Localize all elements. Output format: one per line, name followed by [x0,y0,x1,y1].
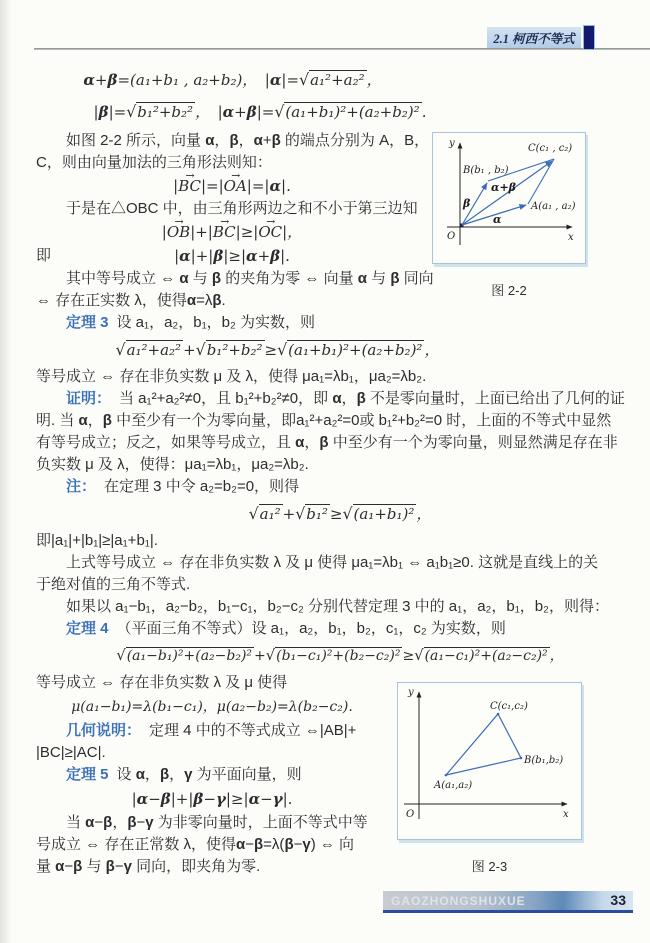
line-text: ⇔ 存在正实数 λ，使得α=λβ. [36,292,226,309]
triangle-ABC [446,714,521,775]
line-text: 量 α−β 与 β−γ 同向，即夹角为零. [36,858,261,875]
line-text: μ(a₁−b₁)=λ(b₁−c₁)，μ(a₂−b₂)=λ(b₂−c₂). [71,699,353,715]
figure-2-2-caption: 图 2-2 [491,283,527,298]
keyword-label: 定理 5 [66,766,109,783]
text-line [36,742,388,764]
line-text: 负实数 μ 及 λ，使得：μa₁=λb₁，μa₂=λb₂. [36,456,309,473]
line-text: （平面三角不等式）设 a₁，a₂，b₁，b₂，c₁，c₂ 为实数，则 [116,620,506,637]
formula-line [36,640,644,672]
line-text: 当 α−β，β−γ 为非零向量时，上面不等式中等 [66,814,368,831]
intro-formulas [36,64,644,128]
line-text: |α−β|+|β−γ|≥|α−γ|. [131,790,293,808]
y-axis-label: y [449,138,455,149]
line-text: 设 a₁，a₂，b₁，b₂ 为实数，则 [116,314,315,331]
line-text: 即|a₁|+|b₁|≥|a₁+b₁|. [36,532,158,549]
formula-line [36,334,644,366]
text-line [36,856,388,878]
y-axis-label: y [408,687,414,698]
text-line [36,454,644,476]
footer-bar [383,891,633,913]
line-text: |BC|≥|AC|. [36,744,106,761]
page-spine-shading [0,0,12,943]
keyword-label: 定理 4 [66,620,109,637]
line-text: 号成立 ⇔ 存在正常数 λ，使得α−β=λ(β−γ) ⇔ 向 [36,836,355,853]
formula-line [36,786,388,812]
section-title: 2.1 柯西不等式 [493,31,575,46]
text-line [36,388,644,410]
keyword-label: 几何说明： [66,722,142,739]
point-C-label: C(c₁,c₂) [490,701,528,712]
formula-line [36,244,428,268]
point-C-label: C(c₁ , c₂) [528,143,573,154]
x-axis-label: x [568,232,574,243]
line-text: 在定理 3 中令 a₂=b₂=0，则得 [104,478,300,495]
text-line [36,366,644,388]
text-line [36,596,644,618]
text-line [36,290,428,312]
alpha-label: α [493,213,502,226]
text-line [36,812,388,834]
x-axis-label: x [563,809,569,820]
line-lead-word: 即 [36,247,52,264]
line-text: |β|=√b₁²+b₂² ， |α+β|=√(a₁+b₁)²+(a₂+b₂)² . [93,102,427,121]
keyword-label: 注： [66,478,97,495]
keyword-label: 定理 3 [66,314,109,331]
origin-label: O [447,231,456,242]
figure-2-3-caption: 图 2-3 [471,859,508,874]
text-line [36,312,644,334]
formula-line [36,498,644,530]
text-line [36,574,644,596]
line-text: 其中等号成立 ⇔ α 与 β 的夹角为零 ⇔ 向量 α 与 β 同向 [66,270,434,287]
text-line [36,130,428,152]
line-text: √(a₁−b₁)²+(a₂−b₂)² +√(b₁−c₁)²+(b₂−c₂)² ≥√(a₁−c₁)²+(a₂−c₂)² ， [116,647,564,664]
line-text: 等号成立 ⇔ 存在非负实数 λ 及 μ 使得 [36,674,288,691]
line-text: 有等号成立；反之，如果等号成立，且 α，β 中至少有一个为零向量，则显然满足存在非 [36,434,618,451]
text-column [36,672,388,878]
figure-2-3 [397,682,582,875]
triangle-diagram [398,683,581,839]
figure-2-3-plot [397,682,582,840]
middle-text [36,312,644,672]
text-line [36,268,434,290]
vector-parallelogram-diagram [433,133,585,263]
page-content [36,60,644,878]
figure-2-2 [432,132,586,299]
point-B-label: B(b₁ , b₂) [463,165,509,176]
formula-line [36,174,428,198]
footer-watermark: GAOZHONGSHUXUE [391,894,526,908]
line-text: 上式等号成立 ⇔ 存在非负实数 λ 及 μ 使得 μa₁=λb₁ ⇔ a₁b₁≥0. 这就是直线上的关 [66,554,599,571]
section-with-figure-2-3 [36,672,644,878]
text-line [36,672,388,694]
text-line [36,476,644,498]
text-line [36,720,388,742]
line-text: |→ BC|=|→ OA|=|α|. [173,177,291,195]
header-accent-bar [583,25,595,50]
formula-line [36,694,388,720]
line-text: 定理 4 中的不等式成立 ⇔|AB|+ [149,722,357,739]
line-text: 如图 2-2 所示，向量 α，β，α+β 的端点分别为 A，B， [66,132,430,149]
line-text: 于是在△OBC 中，由三角形两边之和不小于第三边知 [66,200,418,217]
text-line [36,764,388,786]
point-A-label: A(a₁ , a₂) [531,201,576,212]
text-line [36,834,388,856]
line-text: 当 a₁²+a₂²≠0，且 b₁²+b₂²≠0，即 α，β 不是零向量时，上面已给出了几何的证 [119,390,625,407]
line-text: 明. 当 α，β 中至少有一个为零向量，即a₁²+a₂²=0或 b₁²+b₂²=0 时，上面的不等式中显然 [36,412,612,429]
line-text: C，则由向量加法的三角形法则知： [36,154,272,171]
text-line [36,552,644,574]
line-text: √a₁² +√b₁² ≥√(a₁+b₁)² ， [248,504,432,523]
formula-line [36,96,644,128]
text-line [36,410,644,432]
alpha-plus-beta-label: α+β [491,181,516,194]
point-B-label: B(b₁,b₂) [524,755,564,766]
section-header-tab [487,27,581,48]
vertex-B [520,757,523,760]
keyword-label: 证明： [66,390,112,407]
header-rule [34,48,650,50]
section-with-figure-2-2 [36,130,644,312]
page-number: 33 [610,892,626,908]
page-footer [383,891,633,913]
origin-label: O [406,809,415,820]
point-A-label: A(a₁,a₂) [434,780,473,791]
text-line [36,618,644,640]
line-text: 如果以 a₁−b₁，a₂−b₂，b₁−c₁，b₂−c₂ 分别代替定理 3 中的 a₁，a₂，b₁，b₂，则得： [66,598,609,615]
line-text: 于绝对值的三角不等式. [36,576,191,593]
line-text: √a₁²+a₂² +√b₁²+b₂² ≥√(a₁+b₁)²+(a₂+b₂)² ， [115,340,440,359]
text-line [36,530,644,552]
line-text: |α|+|β|≥|α+β|. [174,247,290,265]
vertex-C [497,713,500,716]
line-text: 等号成立 ⇔ 存在非负实数 μ 及 λ，使得 μa₁=λb₁，μa₂=λb₂. [36,368,427,385]
text-line [36,198,428,220]
text-line [36,432,644,454]
beta-label: β [463,197,471,210]
figure-2-2-plot [432,132,586,264]
formula-line [36,64,644,96]
segment-A-C [528,159,554,204]
text-column [36,130,434,312]
line-text: 设 α，β，γ 为平面向量，则 [116,766,302,783]
vertex-A [445,774,448,777]
line-text: α+β=(a₁+b₁ , a₂+b₂)， |α|=√a₁²+a₂² ， [83,70,382,89]
formula-line [36,220,428,244]
line-text: |→ OB|+|→ BC|≥|→ OC|， [162,223,302,241]
